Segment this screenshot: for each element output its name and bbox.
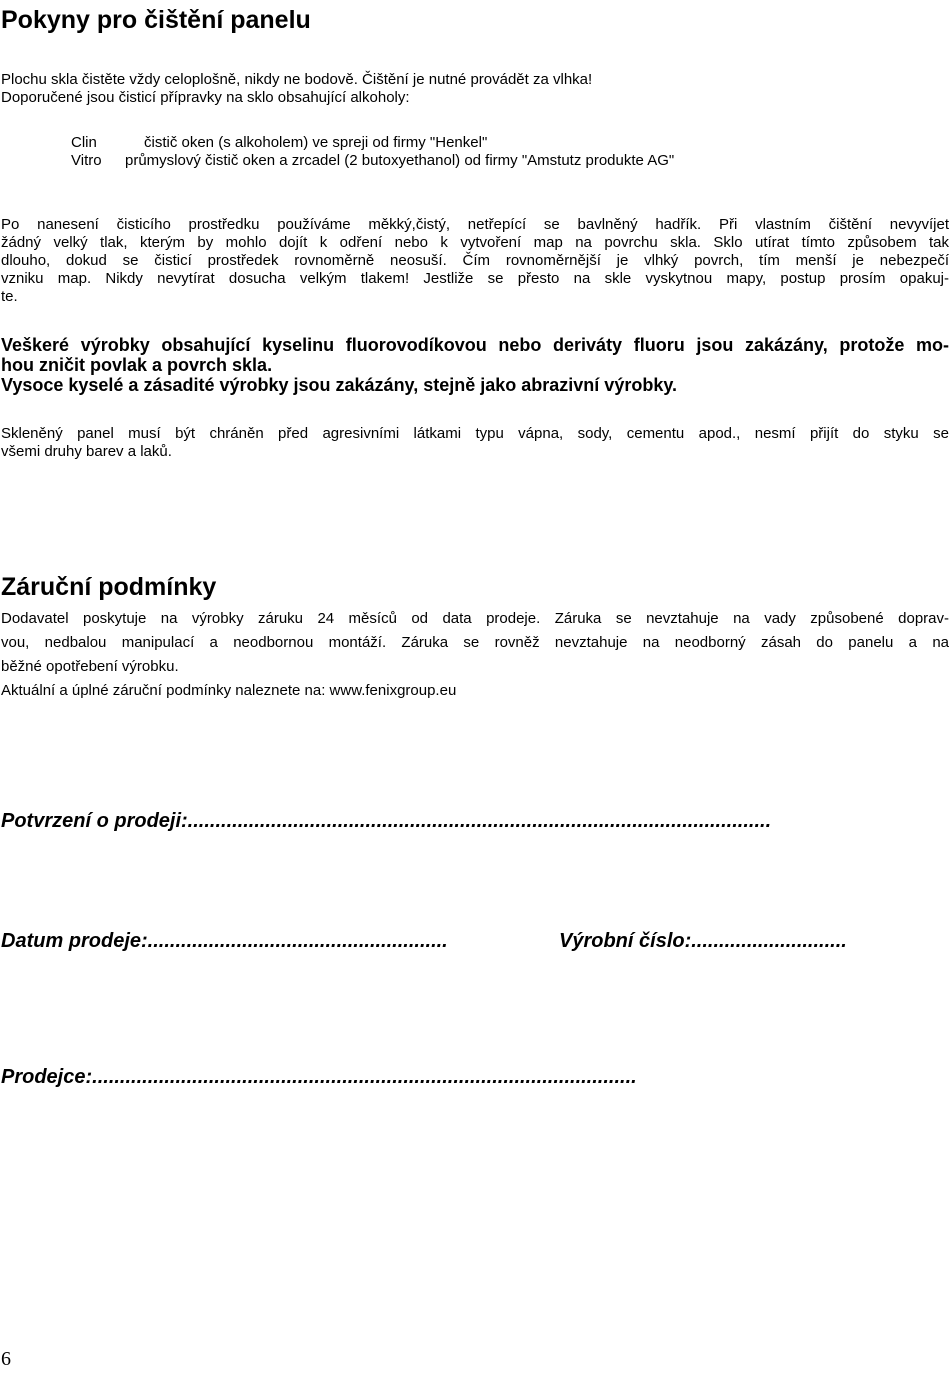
sale-date-field: Datum prodeje:...................................................... — [1, 930, 448, 952]
product-name: Clin — [71, 134, 97, 151]
warning-paragraph — [1, 335, 949, 395]
product-name: Vitro — [71, 152, 102, 169]
product-item-vitro — [71, 152, 674, 170]
protection-paragraph — [1, 425, 949, 461]
warranty-paragraph — [1, 607, 949, 703]
paragraph-line: Dodavatel poskytuje na výrobky záruku 24 měsíců od data prodeje. Záruka se nevztahuje na vady způsobené doprav- — [1, 610, 949, 627]
warning-line: hou zničit povlak a povrch skla. — [1, 355, 273, 375]
paragraph-line: vzniku map. Nikdy nevytírat dosucha velkým tlakem! Jestliže se přesto na skle vyskytnou mapy, postup prosím opakuj- — [1, 270, 949, 287]
serial-number-field: Výrobní číslo:............................ — [559, 930, 847, 952]
warranty-link-line: Aktuální a úplné záruční podmínky naleznete na: www.fenixgroup.eu — [1, 682, 457, 699]
paragraph-line: dlouho, dokud se čisticí prostředek rovnoměrně neosuší. Čím rovnoměrnější je vlhký povrch, tím menší je nebezpečí — [1, 252, 949, 269]
product-description: průmyslový čistič oken a zrcadel (2 butoxyethanol) od firmy "Amstutz produkte AG" — [125, 152, 675, 169]
warranty-title: Záruční podmínky — [1, 573, 217, 601]
warning-line: Veškeré výrobky obsahující kyselinu fluorovodíkovou nebo deriváty fluoru jsou zakázány, protože mo- — [1, 335, 949, 355]
warning-line: Vysoce kyselé a zásadité výrobky jsou zakázány, stejně jako abrazivní výrobky. — [1, 375, 678, 395]
paragraph-line: vou, nedbalou manipulací a neodbornou montáží. Záruka se rovněž nevztahuje na neodborný zásah do panelu a na — [1, 634, 949, 651]
seller-field: Prodejce:.................................................................................................. — [1, 1066, 637, 1088]
paragraph-line: Skleněný panel musí být chráněn před agresivními látkami typu vápna, sody, cementu apod., nesmí přijít do styku se — [1, 425, 949, 442]
product-description: čistič oken (s alkoholem) ve spreji od firmy "Henkel" — [144, 134, 488, 151]
cleaning-intro-line2: Doporučené jsou čisticí přípravky na sklo obsahující alkoholy: — [1, 89, 410, 106]
paragraph-line: běžné opotřebení výrobku. — [1, 658, 179, 675]
product-item-clin — [71, 134, 487, 152]
cleaning-intro-line1: Plochu skla čistěte vždy celoplošně, nikdy ne bodově. Čištění je nutné provádět za vlhka! — [1, 71, 593, 88]
paragraph-line: Po nanesení čisticího prostředku používáme měkký,čistý, netřepící se bavlněný hadřík. Při vlastním čištění nevyvíjet — [1, 216, 949, 233]
cleaning-procedure-paragraph — [1, 216, 949, 306]
page-number: 6 — [1, 1348, 11, 1370]
paragraph-line: žádný velký tlak, kterým by mohlo dojít k odření nebo k vytvoření map na povrchu skla. Sklo utírat tímto způsobem tak — [1, 234, 949, 251]
sale-confirmation-field: Potvrzení o prodeji:......................................................................................................... — [1, 810, 772, 832]
paragraph-line: te. — [1, 288, 18, 305]
cleaning-title: Pokyny pro čištění panelu — [1, 6, 311, 34]
paragraph-line: všemi druhy barev a laků. — [1, 443, 172, 460]
